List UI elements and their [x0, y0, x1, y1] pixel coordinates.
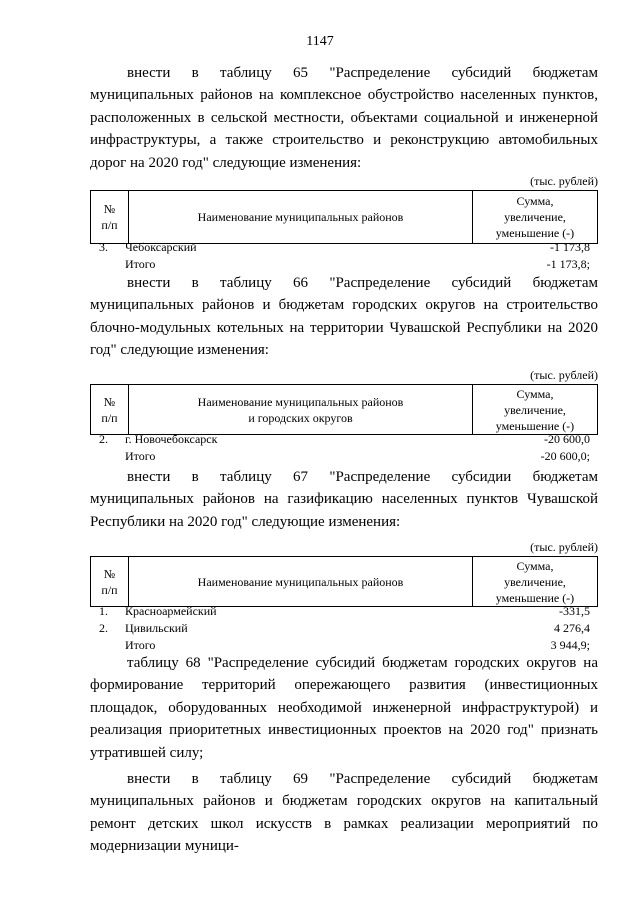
- column-name-header: Наименование муниципальных районов: [129, 191, 473, 244]
- table-67-body: [90, 603, 598, 654]
- row-value: -20 600,0;: [540, 449, 590, 463]
- column-number-header: № п/п: [91, 385, 129, 435]
- column-name-header: Наименование муниципальных районов: [129, 557, 473, 607]
- row-number: 2.: [99, 432, 108, 446]
- table-67-header: [90, 556, 598, 607]
- table-66-body: [90, 431, 598, 465]
- table-row: [90, 431, 598, 448]
- paragraph-table-69: внести в таблицу 69 "Распределение субсидий бюджетам муниципальных районов и бюджетам городских округов на капитальный ремонт детских школ искусств в рамках реализации мероприятий по модернизации муници-: [90, 771, 598, 855]
- column-name-header: Наименование муниципальных районов и городских округов: [129, 385, 473, 435]
- table-65-body: [90, 239, 598, 273]
- row-name: Итого: [125, 257, 156, 271]
- unit-label: (тыс. рублей): [530, 174, 598, 188]
- column-number-header: № п/п: [91, 557, 129, 607]
- row-name: Итого: [125, 638, 156, 652]
- unit-label: (тыс. рублей): [530, 368, 598, 382]
- table-row: [90, 620, 598, 637]
- row-name: Чебоксарский: [125, 240, 197, 254]
- table-row: [90, 603, 598, 620]
- row-name: Цивильский: [125, 621, 188, 635]
- page-number: 1147: [306, 34, 334, 49]
- row-name: г. Новочебоксарск: [125, 432, 218, 446]
- paragraph-table-68: таблицу 68 "Распределение субсидий бюджетам городских округов на формирование территорий опережающего развития (инвестиционных площадок, оборудованных необходимой инженерной инфраструктурой) и реализация приоритетных инвестиционных проектов на 2020 год" признать утратившей силу;: [90, 655, 598, 761]
- row-name: Красноармейский: [125, 604, 217, 618]
- row-value: 4 276,4: [554, 621, 590, 635]
- column-sum-header: Сумма, увеличение, уменьшение (-): [473, 385, 598, 435]
- paragraph-table-65: внести в таблицу 65 "Распределение субсидий бюджетам муниципальных районов на комплексное обустройство населенных пунктов, расположенных в сельской местности, объектами социальной и инженерной инфраструктуры, а также строительство и реконструкцию автомобильных дорог на 2020 год" следующие изменения:: [90, 65, 598, 171]
- table-row: [90, 448, 598, 465]
- row-value: -20 600,0: [544, 432, 590, 446]
- row-value: 3 944,9;: [550, 638, 590, 652]
- table-row: [90, 256, 598, 273]
- row-number: 2.: [99, 621, 108, 635]
- row-number: 3.: [99, 240, 108, 254]
- unit-label: (тыс. рублей): [530, 540, 598, 554]
- paragraph-table-66: внести в таблицу 66 "Распределение субсидий бюджетам муниципальных районов и бюджетам городских округов на строительство блочно-модульных котельных на территории Чувашской Республики на 2020 год" следующие изменения:: [90, 275, 598, 359]
- row-number: 1.: [99, 604, 108, 618]
- column-sum-header: Сумма, увеличение, уменьшение (-): [473, 557, 598, 607]
- column-number-header: № п/п: [91, 191, 129, 244]
- table-row: [90, 239, 598, 256]
- row-name: Итого: [125, 449, 156, 463]
- paragraph-table-67: внести в таблицу 67 "Распределение субсидии бюджетам муниципальных районов на газификацию населенных пунктов Чувашской Республики на 2020 год" следующие изменения:: [90, 469, 598, 530]
- row-value: -1 173,8;: [546, 257, 590, 271]
- row-value: -1 173,8: [550, 240, 590, 254]
- table-66-header: [90, 384, 598, 435]
- row-value: -331,5: [559, 604, 590, 618]
- table-65-header: [90, 190, 598, 244]
- column-sum-header: Сумма, увеличение, уменьшение (-): [473, 191, 598, 244]
